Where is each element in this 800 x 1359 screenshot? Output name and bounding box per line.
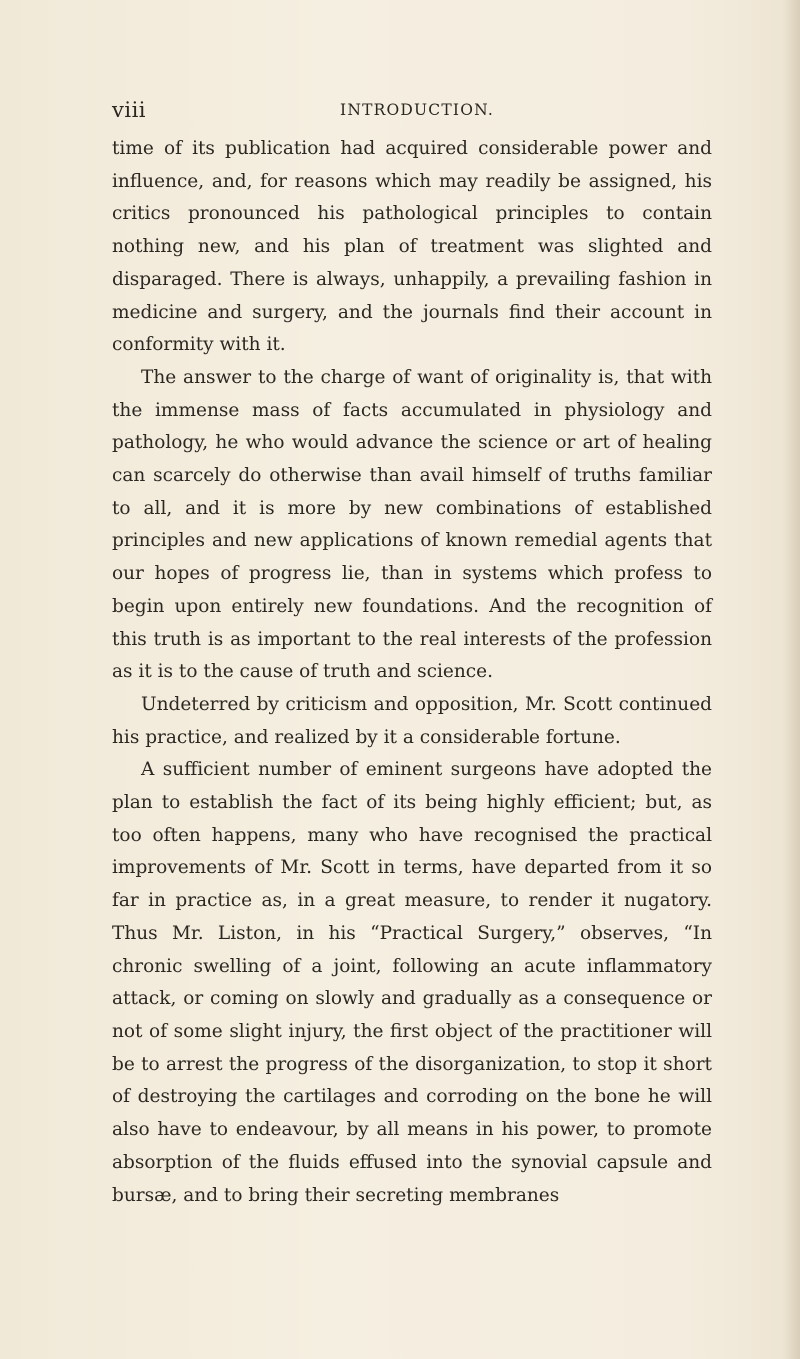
running-head <box>112 98 712 128</box>
paragraph-continued: time of its publication had acquired considerable power and influence, and, for reasons which may readily be assigned, his critics pronounced his pathological principles to contain nothing new, and his plan of treatment was slighted and disparaged. There is always, unhappily, a prevailing fashion in medicine and surgery, and the journals find their account in conformity with it. <box>112 138 712 356</box>
page-number: viii <box>112 98 147 122</box>
page-edge-shadow <box>782 0 800 1359</box>
running-title: INTRODUCTION. <box>340 101 495 119</box>
paragraph-originality: The answer to the charge of want of originality is, that with the immense mass of facts accumulated in physiology and pathology, he who would advance the science or art of healing can scarcely do otherwise than avail himself of truths familiar to all, and it is more by new combinations of established principles and new applications of known remedial agents that our hopes of progress lie, than in systems which profess to begin upon entirely new foundations. And the recognition of this truth is as important to the real interests of the profession as it is to the cause of truth and science. <box>112 366 712 683</box>
paragraph-undeterred: Undeterred by criticism and opposition, Mr. Scott continued his practice, and realized by it a considerable fortune. <box>112 693 712 748</box>
paragraph-liston-quote: A sufficient number of eminent surgeons have adopted the plan to establish the fact of its being highly efficient; but, as too often happens, many who have recognised the practical improvements of Mr. Scott in terms, have departed from it so far in practice as, in a great measure, to render it nugatory. Thus Mr. Liston, in his “Practical Surgery,” observes, “In chronic swelling of a joint, following an acute inflammatory attack, or coming on slowly and gradually as a consequence or not of some slight injury, the first object of the practitioner will be to arrest the progress of the disorganization, to stop it short of destroying the cartilages and corroding on the bone he will also have to endeavour, by all means in his power, to promote absorption of the fluids effused into the synovial capsule and bursæ, and to bring their secreting membranes <box>112 759 712 1206</box>
body-text <box>112 133 712 1212</box>
